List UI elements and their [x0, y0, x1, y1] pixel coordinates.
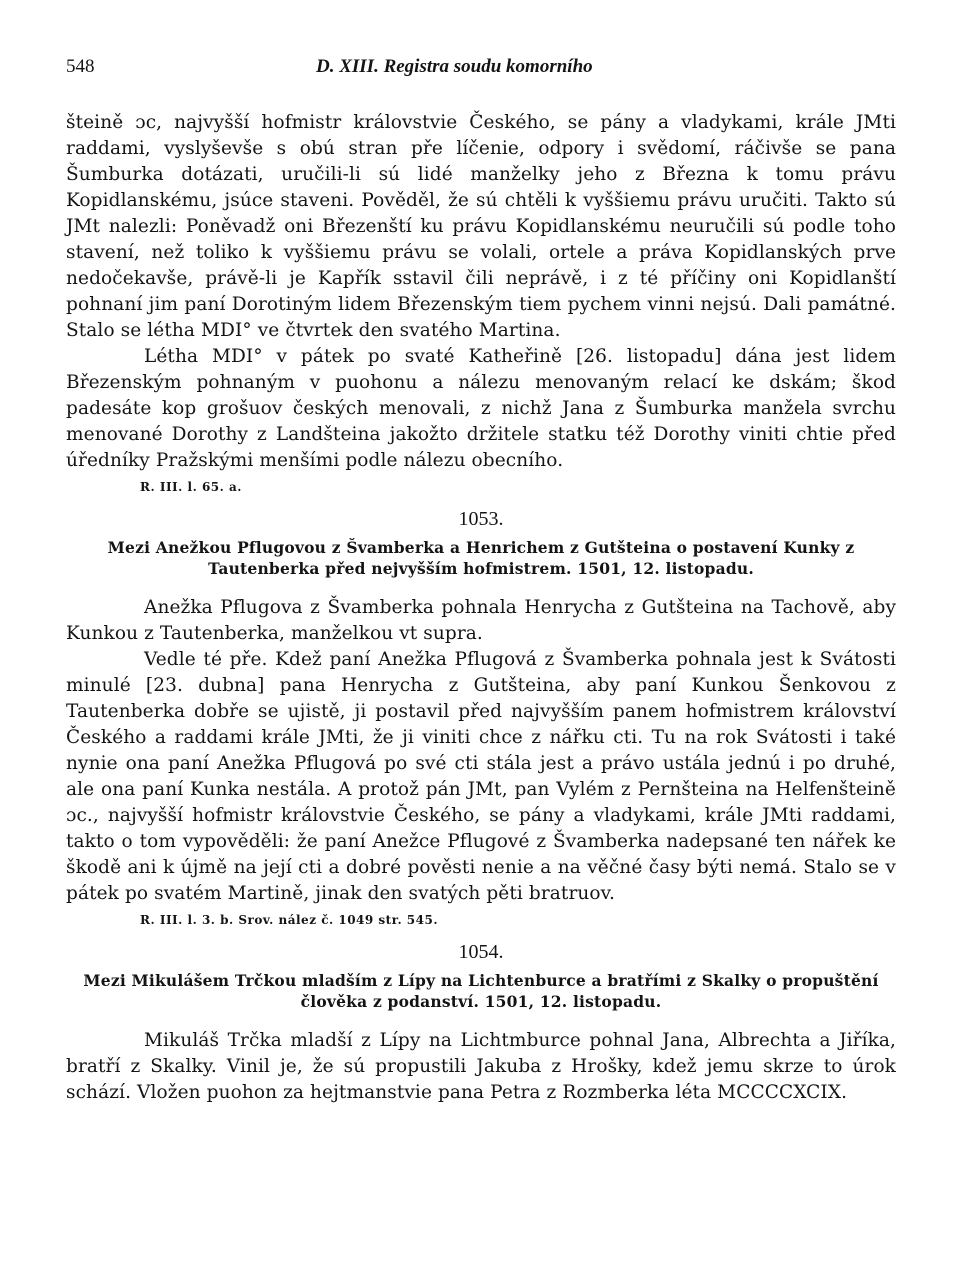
source-reference: R. III. l. 65. a. — [140, 480, 242, 494]
paragraph-continuation: šteině ɔc, najvyšší hofmistr královstvie Českého, se pány a vladykami, krále JMti raddami, vyslyševše s obú stran pře líčenie, odpory i svědomí, ráčivše se pana Šumburka dotázati, uručili-li sú lidé manželky jeho z Března k tomu právu Kopidlanskému, jsúce staveni. Pověděl, že sú chtěli k vyššiemu právu uručiti. Takto sú JMt nalezli: Poněvadž oni Březenští ku právu Kopidlanskému neuručili sú podle toho stavení, než toliko k vyššiemu právu se volali, ortele a práva Kopidlanských prve nedočekavše, právě-li je Kapřík sstavil čili neprávě, i z té příčiny oni Kopidlanští pohnaní jim paní Dorotiným lidem Březenským tiem pychem vinni nejsú. Dali památné. Stalo se létha MDI° ve čtvrtek den svatého Martina. — [66, 112, 896, 341]
document-number: 1053. — [458, 508, 504, 530]
paragraph-relation: Létha MDI° v pátek po svaté Katheřině [26. listopadu] dána jest lidem Březenským pohnaným v puohonu a nálezu menovaným relací ke dskám; škod padesáte kop grošuov českých menovali, z nichž Jana z Šumburka manžela svrchu menované Dorothy z Landšteina jakožto držitele statku též Dorothy viniti chtie před úředníky Pražskými menšími podle nálezu obecního. — [66, 346, 896, 471]
paragraph-summons: Mikuláš Trčka mladší z Lípy na Lichtmburce pohnal Jana, Albrechta a Jiříka, bratří z Skalky. Vinil je, že sú propustili Jakuba z Hrošky, kdež jemu skrze to úrok schází. Vložen puohon za hejtmanstvie pana Petra z Rozmberka léta MCCCCXCIX. — [66, 1030, 896, 1103]
document-number: 1054. — [458, 941, 504, 963]
paragraph-verdict: Vedle té pře. Kdež paní Anežka Pflugová z Švamberka pohnala jest k Svátosti minulé [23. dubna] pana Henrycha z Gutšteina, aby paní Kunkou Šenkovou z Tautenberka dobře se ujistě, ji postavil před najvyšším panem hofmistrem království Českého a raddami krále JMti, že ji viniti chce z nářku cti. Tu na rok Svátosti i také nynie ona paní Anežka Pflugová po své cti stála jest a právo ustála jednú i po druhé, ale ona paní Kunka nestála. A protož pán JMt, pan Vylém z Pernšteina na Helfenšteině ɔc., najvyšší hofmistr královstvie Českého, se pány a vladykami, krále JMti raddami, takto o tom vypověděli: že paní Anežce Pflugové z Švamberka nadepsané ten nářek ke škodě ani k újmě na její cti a dobré pověsti nenie a na věčné časy býti nemá. Stalo se v pátek po svatém Martině, jinak den svatých pěti bratruov. — [66, 649, 896, 904]
page-number: 548 — [66, 56, 95, 77]
document-summary: Mezi Anežkou Pflugovou z Švamberka a Henrichem z Gutšteina o postavení Kunky z Tautenberka před nejvyšším hofmistrem. 1501, 12. listopadu. — [107, 538, 855, 578]
paragraph-summons: Anežka Pflugova z Švamberka pohnala Henrycha z Gutšteina na Tachově, aby Kunkou z Tautenberka, manželkou vt supra. — [66, 597, 896, 644]
running-title: D. XIII. Registra soudu komorního — [316, 56, 593, 77]
source-reference: R. III. l. 3. b. Srov. nález č. 1049 str. 545. — [140, 913, 439, 927]
document-page — [66, 56, 896, 1106]
running-header — [66, 56, 896, 86]
document-summary: Mezi Mikulášem Trčkou mladším z Lípy na Lichtenburce a bratřími z Skalky o propuštění člověka z podanství. 1501, 12. listopadu. — [83, 971, 879, 1011]
